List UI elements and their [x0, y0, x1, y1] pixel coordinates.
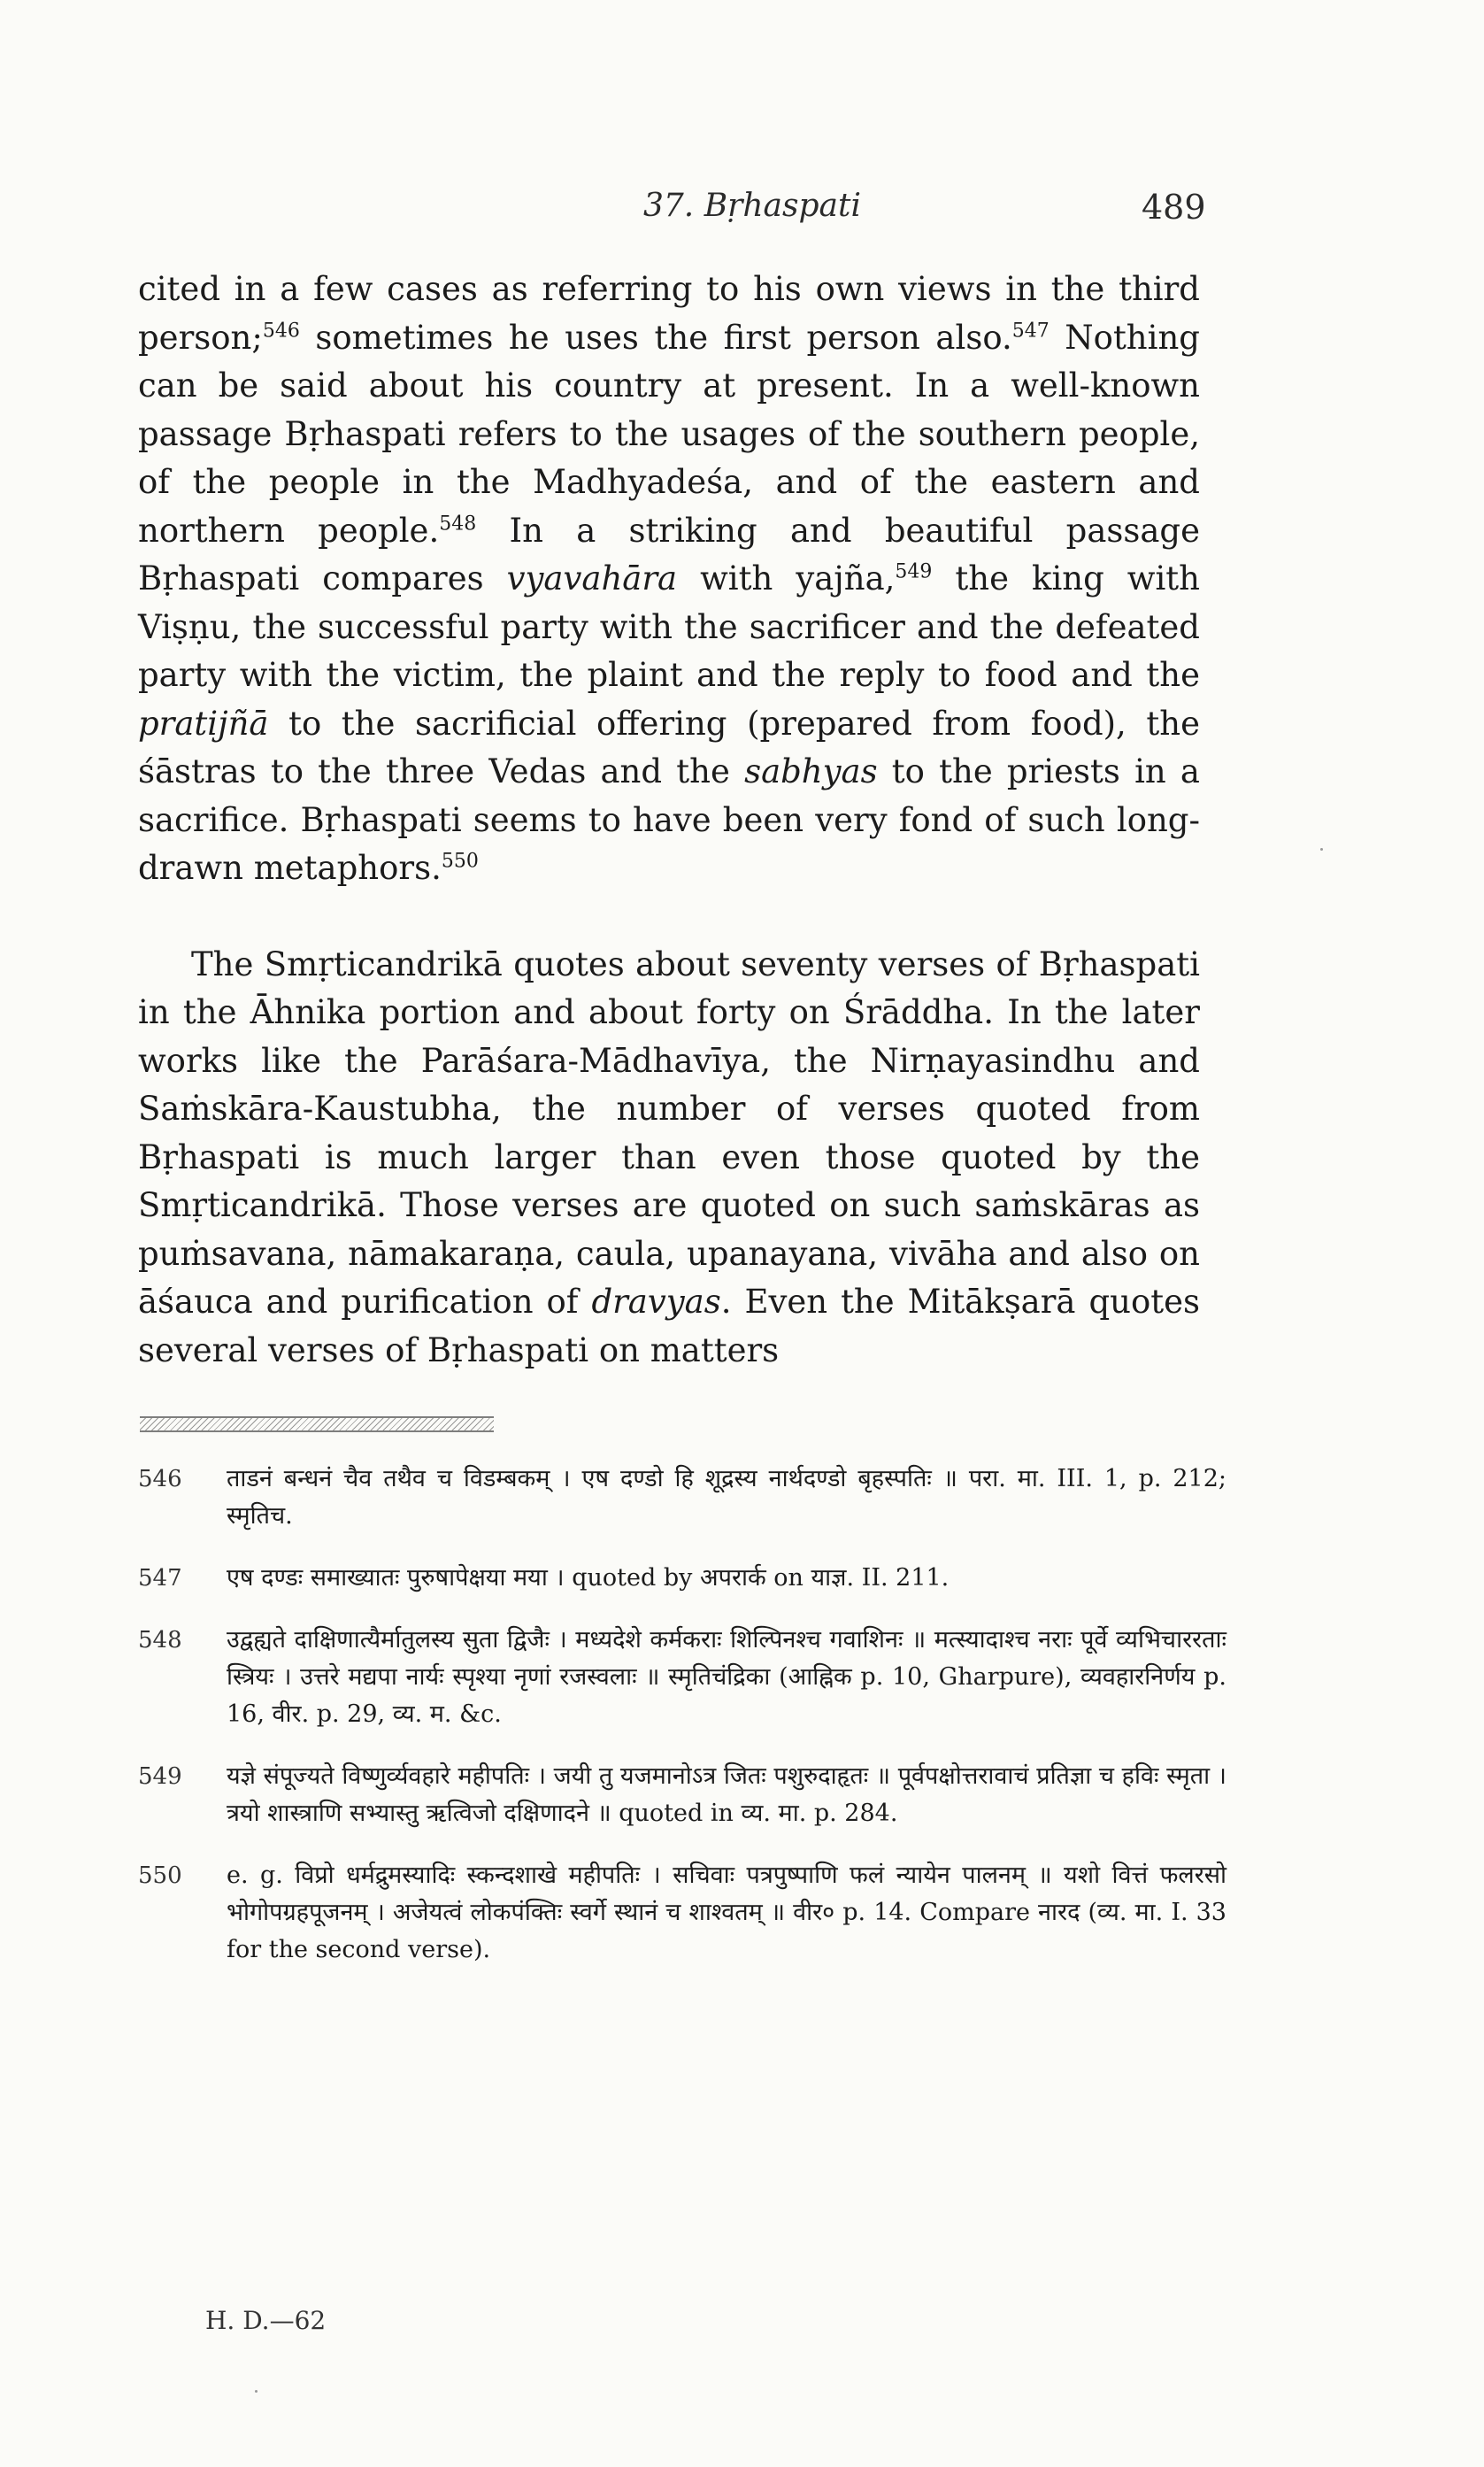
italic-term: vyavahāra — [506, 559, 678, 597]
text-run: to the sacrificial offering (prepared from food), the śāstras to the three Vedas and the — [138, 704, 1200, 790]
paper-speck — [255, 2390, 258, 2393]
footnotes — [138, 1461, 1226, 1993]
footnote-ref-550[interactable]: 550 — [441, 850, 479, 873]
italic-term: pratijñā — [138, 704, 269, 743]
footnote-separator — [140, 1416, 494, 1432]
page-number: 489 — [1142, 188, 1206, 227]
footnote-number: 547 — [138, 1565, 182, 1592]
footnote-text: ताडनं बन्धनं चैव तथैव च विडम्बकम् । एष दण्डो हि शूद्रस्य नार्थदण्डो बृहस्पतिः ॥ परा. मा. III. 1, p. 212; स्मृतिच. — [227, 1465, 1226, 1530]
footnote-550 — [138, 1857, 1226, 1969]
text-run: . Even the Mitākṣarā quotes several verses of Bṛhaspati on matters — [138, 1283, 1200, 1369]
running-head: 37. Bṛhaspati — [643, 188, 861, 224]
footnote-text: एष दण्डः समाख्यातः पुरुषापेक्षया मया । quoted by अपरार्क on याज्ञ. II. 211. — [227, 1564, 950, 1592]
footnote-number: 546 — [138, 1466, 182, 1492]
paragraph-1 — [138, 266, 1200, 893]
italic-term: dravyas — [591, 1283, 721, 1321]
footnote-548 — [138, 1622, 1226, 1733]
italic-term: sabhyas — [744, 752, 878, 790]
footnote-ref-547[interactable]: 547 — [1011, 320, 1050, 343]
footnote-number: 548 — [138, 1627, 182, 1654]
footnote-549 — [138, 1758, 1226, 1832]
text-run: sometimes he uses the first person also. — [299, 318, 1012, 357]
paper-speck — [1320, 848, 1323, 851]
footnote-ref-549[interactable]: 549 — [895, 560, 933, 583]
main-text — [138, 266, 1200, 1375]
footnote-text: उद्वह्यते दाक्षिणात्यैर्मातुलस्य सुता द्विजैः । मध्यदेशे कर्मकराः शिल्पिनश्च गवाशिनः ॥ मत्स्यादाश्च नराः पूर्वे व्यभिचाररताः स्त्रियः । उत्तरे मद्यपा नार्यः स्पृश्या नृणां रजस्वलाः ॥ स्मृतिचंद्रिका (आह्निक p. 10, Gharpure), व्यवहारनिर्णय p. 16, वीर. p. 29, व्य. म. &c. — [227, 1626, 1226, 1728]
text-run: to the priests in a sacrifice. Bṛhaspati seems to have been very fond of such long-drawn metaphors. — [138, 752, 1200, 887]
text-run: The Smṛticandrikā quotes about seventy verses of Bṛhaspati in the Āhnika portion and about forty on Śrāddha. In the later works like the Parāśara-Mādhavīya, the Nirṇayasindhu and Saṁskāra-Kaustubha, the number of verses quoted from Bṛhaspati is much larger than even those quoted by the Smṛticandrikā. Those verses are quoted on such saṁskāras as puṁsavana, nāmakaraṇa, caula, upanayana, vivāha and also on āśauca and purification of — [138, 944, 1200, 1321]
footnote-ref-548[interactable]: 548 — [439, 513, 477, 536]
text-run: In a striking and beautiful passage Bṛhaspati compares — [138, 511, 1200, 597]
footnote-546 — [138, 1461, 1226, 1535]
footnote-number: 550 — [138, 1862, 182, 1889]
text-run: cited in a few cases as referring to his own views in the third person; — [138, 270, 1200, 357]
text-run: with yajña, — [677, 559, 896, 597]
paragraph-2 — [138, 941, 1200, 1376]
footnote-547 — [138, 1560, 1226, 1597]
text-run: the king with Viṣṇu, the successful party with the sacrificer and the defeated party with the victim, the plaint and the reply to food and the — [138, 559, 1200, 694]
signature-mark: H. D.—62 — [205, 2306, 327, 2335]
footnote-text: यज्ञे संपूज्यते विष्णुर्व्यवहारे महीपतिः । जयी तु यजमानोऽत्र जितः पशुरुदाहृतः ॥ पूर्वपक्षोत्तरावाचं प्रतिज्ञा च हविः स्मृता । त्रयो शास्त्राणि सभ्यास्तु ऋत्विजो दक्षिणादने ॥ quoted in व्य. मा. p. 284. — [227, 1762, 1226, 1827]
footnote-ref-546[interactable]: 546 — [262, 320, 300, 343]
footnote-text: e. g. विप्रो धर्मद्रुमस्यादिः स्कन्दशाखे महीपतिः । सचिवाः पत्रपुष्पाणि फलं न्यायेन पालनम् ॥ यशो वित्तं फलरसो भोगोपग्रहपूजनम् । अजेयत्वं लोकपंक्तिः स्वर्गे स्थानं च शाश्वतम् ॥ वीर० p. 14. Compare नारद (व्य. मा. I. 33 for the second verse). — [227, 1862, 1226, 1963]
page-header — [0, 188, 1484, 241]
footnote-number: 549 — [138, 1763, 182, 1790]
text-run: Nothing can be said about his country at present. In a well-known passage Bṛhaspati refers to the usages of the southern people, of the people in the Madhyadeśa, and of the eastern and northern people. — [138, 318, 1200, 550]
